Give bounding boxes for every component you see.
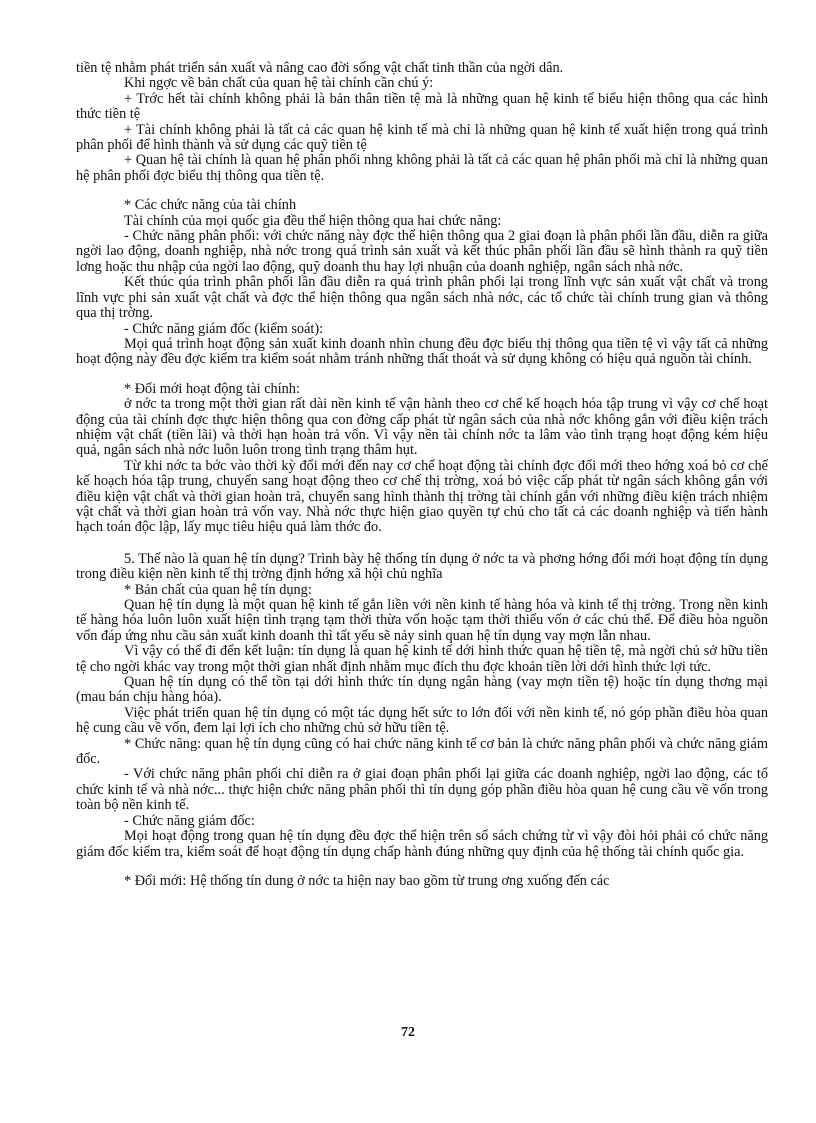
paragraph: Từ khi nớc ta bớc vào thời kỳ đổi mới đến nay cơ chế hoạt động tài chính đợc đổi mới theo hớng xoá bỏ cơ chế kế hoạch hóa tập trung, chuyển sang hoạt động theo cơ chế thị trờng, xoá bỏ việc cấp phát từ ngân sách không gắn với điều kiện vật chất và thời gian hoàn trả, chuyển sang hình thành thị trờng tài chính gắn với những điều kiện trách nhiệm vật chất và thời gian hoàn trả vốn vay. Nhà nớc thực hiện giao quyền tự chủ cho tất cả các doanh nghiệp và tiến hành hạch toán độc lập, lấy mục tiêu hiệu quả làm thớc đo. xyxy=(76,457,768,536)
section-heading: * Các chức năng của tài chính xyxy=(124,197,297,214)
paragraph: + Quan hệ tài chính là quan hệ phân phối nhng không phải là tất cả các quan hệ phân phối mà chỉ là những quan hệ phân phối đợc biểu thị thông qua tiền tệ. xyxy=(76,152,768,184)
section-heading: * Đổi mới hoạt động tài chính: xyxy=(124,380,300,397)
paragraph: - Chức năng giám đốc: xyxy=(124,812,255,829)
paragraph: * Chức năng: quan hệ tín dụng cũng có hai chức năng kinh tế cơ bản là chức năng phân phối và chức năng giám đốc. xyxy=(76,735,768,768)
spacer xyxy=(76,860,768,874)
paragraph: ở nớc ta trong một thời gian rất dài nền kinh tế vận hành theo cơ chế kế hoạch hóa tập trung vì vậy cơ chế hoạt động của tài chính đợc thực hiện thông qua con đờng cấp phát từ ngân sách của nhà nớc không gắn với điều kiện trách nhiệm vật chất (tiền lãi) và thời hạn hoàn trả vốn. Vì vậy nền tài chính nớc ta lâm vào tình trạng hoạt động kém hiệu quả, ngân sách nhà nớc luôn luôn trong tình trạng thâm hụt. xyxy=(76,396,768,459)
spacer xyxy=(76,536,768,552)
spacer xyxy=(76,184,768,198)
paragraph: Tài chính của mọi quốc gia đều thể hiện thông qua hai chức năng: xyxy=(124,212,502,229)
section-heading: * Bản chất của quan hệ tín dụng: xyxy=(124,581,312,598)
paragraph: Quan hệ tín dụng là một quan hệ kinh tế gắn liền với nền kinh tế hàng hóa và kinh tế thị trờng. Trong nền kinh tế hàng hóa luôn luôn xuất hiện tình trạng tạm thời thừa vốn hoặc tạm thời thiếu vốn ở các chủ thể. Để điều hòa nguồn vốn đáp ứng nhu cầu sản xuất kinh doanh thì tất yếu sẽ nảy sinh quan hệ tín dụng vay mợn lẫn nhau. xyxy=(76,597,768,644)
paragraph: Quan hệ tín dụng có thể tồn tại dới hình thức tín dụng ngân hàng (vay mợn tiền tệ) hoặc tín dụng thơng mại (mau bán chịu hàng hóa). xyxy=(76,674,768,706)
document-body xyxy=(76,61,768,889)
question-heading: 5. Thế nào là quan hệ tín dụng? Trình bày hệ thống tín dụng ở nớc ta và phơng hớng đổi mới hoạt động tín dụng trong điều kiện nền kinh tế thị trờng định hớng xã hội chủ nghĩa xyxy=(76,550,768,583)
paragraph: Mọi quá trình hoạt động sản xuất kinh doanh nhìn chung đều đợc biểu thị thông qua tiền tệ vì vậy tất cả những hoạt động này đều đợc kiểm tra kiểm soát nhằm tránh những thất thoát và sử dụng không có hiệu quả nguồn tài chính. xyxy=(76,335,768,368)
paragraph: Việc phát triển quan hệ tín dụng có một tác dụng hết sức to lớn đối với nền kinh tế, nó góp phần điều hòa quan hệ cung cầu về vốn, đem lại lợi ích cho những chủ sở hữu tiền tệ. xyxy=(76,704,768,737)
paragraph: + Trớc hết tài chính không phải là bản thân tiền tệ mà là những quan hệ kinh tế biểu hiện thông qua các hình thức tiền tệ xyxy=(76,90,768,123)
paragraph: Mọi hoạt động trong quan hệ tín dụng đều đợc thể hiện trên sổ sách chứng từ vì vậy đòi hỏi phải có chức năng giám đốc kiểm tra, kiểm soát để hoạt động tín dụng chấp hành đúng những quy định của hệ thống tài chính quốc gia. xyxy=(76,828,768,860)
section-heading: * Đổi mới: Hệ thống tín dung ở nớc ta hiện nay bao gồm từ trung ơng xuống đến các xyxy=(124,872,610,889)
paragraph: Kết thúc qúa trình phân phối lần đầu diễn ra quá trình phân phối lại trong lĩnh vực sản xuất vật chất và trong lĩnh vực phi sản xuất vật chất và đợc thể hiện thông qua ngân sách nhà nớc, các tổ chức tài chính trung gian và thông qua thị trờng. xyxy=(76,274,768,322)
page-number: 72 xyxy=(401,1025,415,1040)
paragraph: + Tài chính không phải là tất cả các quan hệ kinh tế mà chỉ là những quan hệ kinh tế xuất hiện trong quá trình phân phối để hình thành và sử dụng các quỹ tiền tệ xyxy=(76,121,768,154)
paragraph: - Với chức năng phân phối chỉ diễn ra ở giai đoạn phân phối lại giữa các doanh nghiệp, ngời lao động, các tổ chức kinh tế và nhà nớc... thực hiện chức năng phân phối thì tín dụng góp phần điều hòa quan hệ cung cầu về vốn trong toàn bộ nền kinh tế. xyxy=(76,766,768,814)
paragraph: - Chức năng giám đốc (kiểm soát): xyxy=(124,320,324,337)
paragraph: - Chức năng phân phối: với chức năng này đợc thể hiện thông qua 2 giai đoạn là phân phối lần đầu, diễn ra giữa ngời lao động, doanh nghiệp, nhà nớc trong quá trình sản xuất và kết thúc phân phối lần đầu sẽ hình thành ra quỹ tiền lơng hoặc thu nhập của ngời lao động, quỹ doanh thu hay lợi nhuận của doanh nghiệp, ngân sách nhà nớc. xyxy=(76,228,768,275)
paragraph: Khi ngợc về bản chất của quan hệ tài chính cần chú ý: xyxy=(124,75,434,92)
spacer xyxy=(76,368,768,382)
paragraph: Vì vậy có thể đi đến kết luận: tín dụng là quan hệ kinh tế dới hình thức quan hệ tiền tệ, mà ngời chủ sở hữu tiền tệ cho ngời khác vay trong một thời gian nhất định nhằm mục đích thu đợc khoản tiền lời dới hình thức lợi tức. xyxy=(76,643,768,675)
paragraph: tiền tệ nhằm phát triển sản xuất và nâng cao đời sống vật chất tinh thần của ngời dân. xyxy=(76,60,564,76)
